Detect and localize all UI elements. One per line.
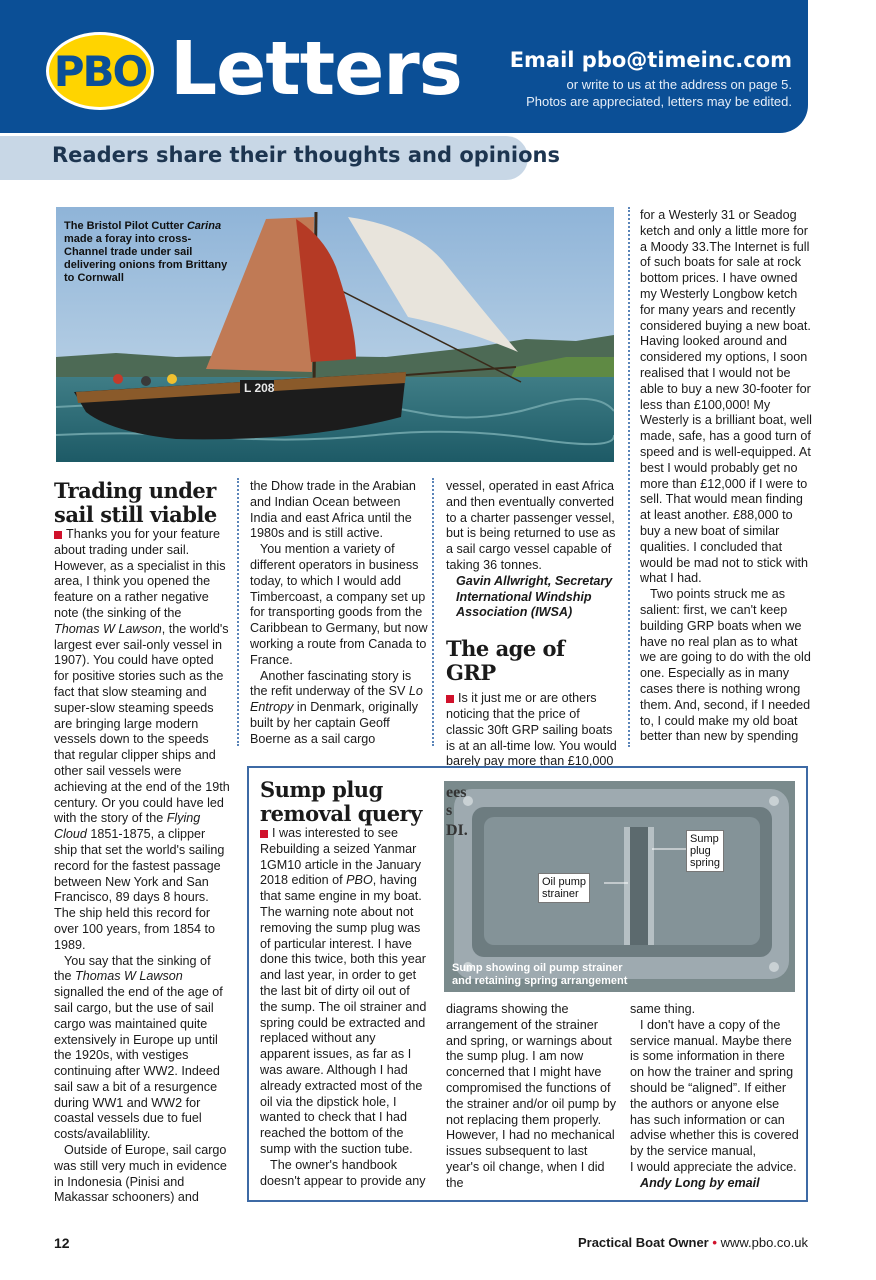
paragraph: Outside of Europe, sail cargo was still very much in evidence in Indonesia (Pinisi and Makassar schooners) and [54,1143,227,1205]
article-column [640,208,812,745]
page-number: 12 [54,1235,70,1251]
signature-line: International Windship [456,589,592,604]
caption-line: Sump showing oil pump strainer [452,962,623,974]
signature [446,574,618,621]
article-column [446,479,618,770]
strapline: Readers share their thoughts and opinions [52,143,560,167]
paragraph: You mention a variety of different operators in business today, to which I would add Timbercoast, a company set up for transporting goods from the Caribbean to Germany, but now working a route from Canada to France. [250,542,428,667]
background-text: s [446,802,453,819]
label-line: plug [690,845,711,857]
caption-line: made a foray into cross-Channel trade under sail delivering onions from Brittany to Cornwall [64,233,228,284]
article-column [260,778,428,1189]
paragraph [54,954,230,1144]
magazine-name: PBO [346,873,373,888]
footer-credit [578,1235,808,1250]
headline-sump [260,778,428,826]
paragraph [54,527,230,954]
ship-name: Thomas W Lawson [54,621,162,636]
article-column [54,479,230,1206]
background-text: ees [446,784,467,801]
signature: Andy Long by email [640,1175,760,1190]
ship-name: Flying Cloud [54,811,201,842]
signature-line: Association (IWSA) [456,605,573,620]
label-line: Oil pump [542,876,587,888]
paragraph: the Dhow trade in the Arabian and Indian Ocean between India and east Africa until the 1980s and is still active. [250,479,416,541]
label-line: spring [690,857,720,869]
headline-line: removal query [260,801,422,826]
caption-line: The Bristol Pilot Cutter [64,220,184,232]
sump-photo-caption [452,962,627,988]
bullet-square-icon [446,695,454,703]
text-run: , the world's largest ever sail-only vessel in 1907). You could have opted for positive stories such as the fact that slow steaming and super-slow steaming speeds are bringing large modern vessels down to the speeds that regular clipper ships and other sail vessels were achieving at the end of the 19th century. Or you could have led with the story of the [54,621,230,826]
text-run: I was interested to see Rebuilding a seized Yanmar 1GM10 article in the January 2018 edition of [260,826,422,888]
ship-name: Lo Entropy [250,684,423,715]
bullet-icon: • [712,1235,717,1250]
text-run: 1851-1875, a clipper ship that set the world's sailing record for the fastest passage between New York and San Francisco, 89 days 8 hours. The ship held this record for over 100 years, from 1854 to 1989. [54,827,225,952]
photo-caption [64,220,234,285]
sail-number: L 208 [244,381,275,395]
paragraph [446,691,618,770]
text-run: Thanks you for your feature about trading under sail. However, as a specialist in this area, I think you opened the feature on a rather negative note (the sinking of the [54,527,226,620]
headline-trading [54,479,230,527]
headline-grp: The age of GRP [446,636,565,686]
section-title: Letters [170,26,462,112]
paragraph: same thing. [630,1002,696,1016]
pbo-logo [46,32,154,110]
email-address[interactable]: Email pbo@timeinc.com [509,48,792,72]
caption-line: and retaining spring arrangement [452,975,628,987]
article-column [446,1002,618,1192]
article-column [630,1002,800,1192]
paragraph: diagrams showing the arrangement of the strainer and spring, or warnings about the sump plug. I am now concerned that I might have compromised the functions of the strainer and/or oil pump by not replacing them properly. However, I had no mechanical issues subsequent to last year's oil change, when I did the [446,1002,617,1190]
magazine-name: Practical Boat Owner [577,1235,709,1250]
bullet-square-icon [54,531,62,539]
paragraph: vessel, operated in east Africa and then eventually converted to a charter passenger vessel, but is being returned to use as a sail cargo vessel capable of taking 36 tonnes. [446,479,616,572]
paragraph: I would appreciate the advice. [630,1159,797,1174]
headline-line: Trading under [54,478,216,503]
paragraph: I don't have a copy of the service manual. Maybe there is some information in there on how the trainer and spring should be “aligned”. If either the authors or anyone else has such information or can advise whether this is covered by the service manual, [630,1017,799,1159]
headline-line: Sump plug [260,777,383,802]
label-sump-plug-spring [686,830,724,872]
text-run: Another fascinating story is the refit underway of the SV [250,668,412,699]
label-line: Sump [690,833,719,845]
sump-photo [444,781,795,992]
paragraph [250,669,428,748]
contact-line: Photos are appreciated, letters may be edited. [526,94,792,109]
column-divider [237,478,239,746]
label-oil-pump-strainer [538,873,590,903]
logo-text: PBO [53,46,147,96]
contact-info [526,76,792,110]
contact-line: or write to us at the address on page 5. [566,77,792,92]
website-link[interactable]: www.pbo.co.uk [720,1235,808,1250]
boat-name: Carina [186,220,222,232]
text-run: You say that the sinking of the [54,953,211,984]
column-divider [628,207,630,747]
text-run: Is it just me or are others noticing that the price of classic 30ft GRP sailing boats is at an all-time low. You would barely pay more than £10,000 [446,691,617,769]
text-run: , having that same engine in my boat. The warning note about not removing the sump plug was of particular interest. I have done this twice, both this year and last year, in order to get the last bit of dirty oil out of the sump. The oil strainer and spring could be extracted and replaced without any apparent issues, as far as I was aware. Although I had already extracted most of the oil via the dipstick hole, I wanted to check that I had reached the bottom of the sump with the suction tube. [260,873,427,1156]
label-line: strainer [542,888,579,900]
ship-name: Thomas W Lawson [75,969,183,984]
column-divider [432,478,434,746]
paragraph: The owner's handbook doesn't appear to provide any [260,1157,426,1188]
paragraph: Two points struck me as salient: first, we can't keep building GRP boats when we have no real plan as to what we are going to do with the old one. Especially as in many cases there is nothing wrong them. And, second, if I needed to, I could make my old boat better than new by spending [640,587,811,744]
signature-line: Gavin Allwright, Secretary [456,573,613,588]
paragraph [260,826,428,1158]
text-run: signalled the end of the age of sail cargo, but the use of sail cargo was maintained quite extensively in Europe up until the 1920s, with vestiges continuing after WW2. Indeed sail saw a bit of a resurgence during WW1 and WW2 for coastal vessels due to fuel costs/availablility. [54,985,223,1142]
text-run: in Denmark, originally built by her captain Geoff Boerne as a sail cargo [250,700,418,746]
article-column [250,479,428,748]
background-text: DI. [446,822,468,839]
bullet-square-icon [260,830,268,838]
paragraph: for a Westerly 31 or Seadog ketch and only a little more for a Moody 33.The Internet is full of such boats for sale at rock bottom prices. I have owned my Westerly Longbow ketch for many years and recently considered buying a new boat. Having looked around and considered my options, I soon realised that I would not be able to buy a new 30-footer for less than £100,000! My Westerly is a brilliant boat, well made, safe, has a good turn of speed and is well-equipped. At best I would probably get no more than £12,000 if I were to sell. That would mean finding at least another. £88,000 to buy a new boat of similar qualities. I concluded that would be mad not to stick with what I had. [640,208,812,586]
headline-line: sail still viable [54,502,217,527]
sump-illustration [444,781,795,992]
